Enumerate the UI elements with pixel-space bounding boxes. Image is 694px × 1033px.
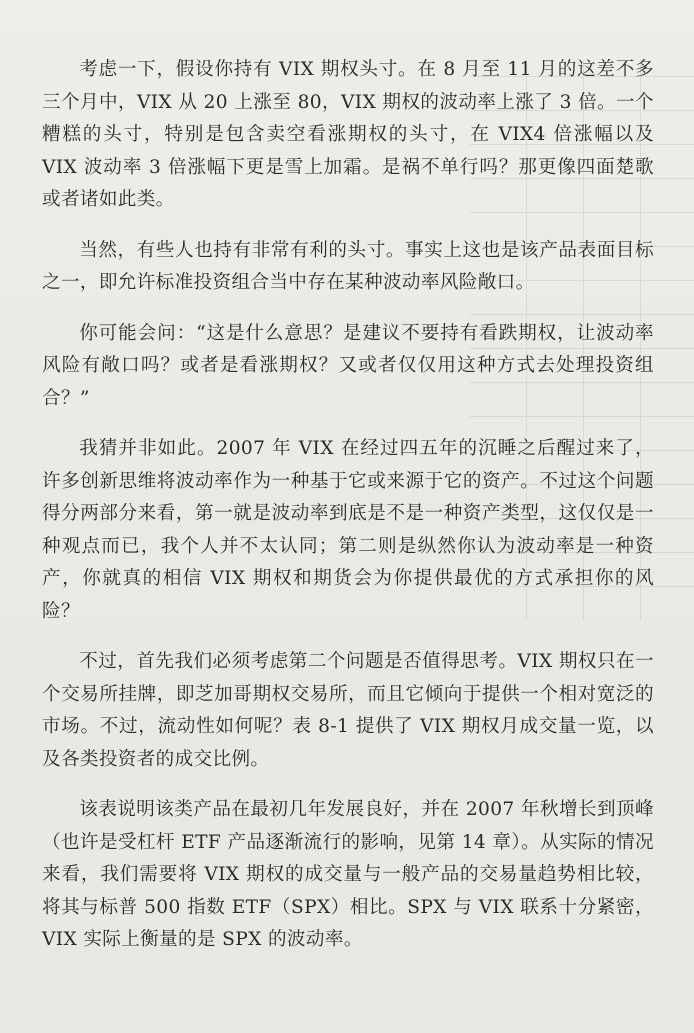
- paragraph-table-summary: 该表说明该类产品在最初几年发展良好，并在 2007 年秋增长到顶峰（也许是受杠杆 ETF 产品逐渐流行的影响，见第 14 章）。从实际的情况来看，我们需要将 VIX 期权的成交量与一般产品的交易量趋势相比较，将其与标普 500 指数 ETF（SPX）相比。SPX 与 VIX 联系十分紧密，VIX 实际上衡量的是 SPX 的波动率。: [42, 799, 654, 950]
- paragraph-liquidity: 不过，首先我们必须考虑第二个问题是否值得思考。VIX 期权只在一个交易所挂牌，即芝加哥期权交易所，而且它倾向于提供一个相对宽泛的市场。不过，流动性如何呢？表 8-1 提供了 VIX 期权月成交量一览，以及各类投资者的成交比例。: [42, 651, 654, 770]
- paragraph-favorable-position: 当然，有些人也持有非常有利的头寸。事实上这也是该产品表面目标之一，即允许标准投资组合当中存在某种波动率风险敞口。: [42, 239, 654, 293]
- paragraph-vix-position: 考虑一下，假设你持有 VIX 期权头寸。在 8 月至 11 月的这差不多三个月中，VIX 从 20 上涨至 80，VIX 期权的波动率上涨了 3 倍。一个糟糕的头寸，特别是包含卖空看涨期权的头寸，在 VIX4 倍涨幅以及 VIX 波动率 3 倍涨幅下更是雪上加霜。是祸不单行吗？那更像四面楚歌或者诸如此类。: [42, 59, 654, 210]
- body-text: [42, 54, 654, 975]
- paragraph-question: 你可能会问：“这是什么意思？是建议不要持有看跌期权，让波动率风险有敞口吗？或者是看涨期权？又或者仅仅用这种方式去处理投资组合？”: [42, 322, 654, 409]
- paragraph-volatility-asset: 我猜并非如此。2007 年 VIX 在经过四五年的沉睡之后醒过来了，许多创新思维将波动率作为一种基于它或来源于它的资产。不过这个问题得分两部分来看，第一就是波动率到底是不是一种资产类型，这仅仅是一种观点而已，我个人并不太认同；第二则是纵然你认为波动率是一种资产，你就真的相信 VIX 期权和期货会为你提供最优的方式承担你的风险？: [42, 438, 654, 622]
